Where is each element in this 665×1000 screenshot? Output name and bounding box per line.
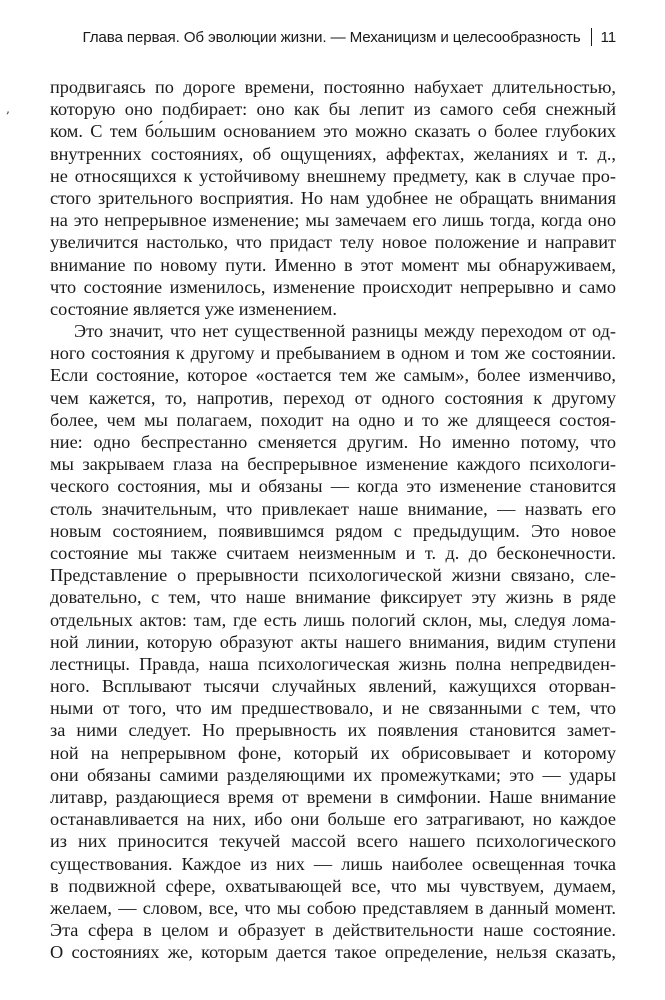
text-line: Если состояние, которое «остается тем же самым», более изменчиво, [50, 365, 616, 386]
text-line: Эта сфера в целом и образует в действительности наше состояние. [50, 920, 616, 941]
text-line: литавр, раздающиеся время от времени в симфонии. Наше внимание [50, 787, 616, 807]
text-line: стого зрительного восприятия. Но нам удобнее не обращать внимания [50, 187, 616, 208]
text-line: Это значит, что нет существенной разницы между переходом от од- [74, 321, 616, 342]
text-line: увеличится настолько, что придаст телу новое положение и направит [50, 232, 616, 253]
text-line: продвигаясь по дороге времени, постоянно набухает длительностью, [50, 77, 616, 97]
text-line: которую оно подбирает: оно как бы лепит из самого себя снежный [50, 99, 616, 120]
body-text [50, 76, 616, 964]
text-line: довательно, с тем, что наше внимание фиксирует эту жизнь в ряде [50, 587, 616, 608]
text-line: внутренних состояниях, об ощущениях, аффектах, желаниях и т. д., [50, 143, 616, 164]
text-line: ческого состояния, мы и обязаны — когда это изменение становится [50, 476, 616, 497]
text-line: столь значительным, что привлекает наше внимание, — назвать его [50, 498, 616, 519]
text-line: ние: одно беспрестанно сменяется другим. Но именно потому, что [50, 432, 616, 452]
text-line: что состояние изменилось, изменение происходит непрерывно и само [50, 276, 616, 297]
running-head [50, 24, 616, 50]
text-line: желаем, — словом, все, что мы собою представляем в данный момент. [50, 897, 616, 918]
margin-mark: ‚ [6, 102, 10, 116]
text-line: на это непрерывное изменение; мы замечаем его лишь тогда, когда оно [50, 210, 616, 231]
header-separator [591, 28, 592, 46]
text-line: ной на непрерывном фоне, который их обрисовывает и которому [50, 742, 616, 763]
text-line: ного. Всплывают тысячи случайных явлений, кажущихся оторван- [50, 676, 616, 697]
text-line: чем кажется, то, напротив, переход от одного состояния к другому [50, 387, 616, 408]
text-line: за ними следует. Но прерывность их появления становится замет- [50, 720, 616, 741]
text-line: в подвижной сфере, охватывающей все, что мы чувствуем, думаем, [50, 875, 616, 896]
text-line: мы закрываем глаза на беспрерывное изменение каждого психологи- [50, 454, 616, 475]
text-line: ного состояния к другому и пребыванием в одном и том же состоянии. [50, 343, 616, 364]
text-line: более, чем мы полагаем, походит на одно и то же длящееся состоя- [50, 409, 616, 430]
page-number: 11 [600, 28, 616, 46]
text-line: не относящихся к устойчивому внешнему предмету, как в случае про- [50, 165, 616, 186]
text-line: отдельных актов: там, где есть лишь пологий склон, мы, следуя лома- [50, 609, 616, 630]
text-line: ком. С тем бо́льшим основанием это можно сказать о более глубоких [50, 121, 616, 142]
text-line: из них приносится текучей массой всего нашего психологического [50, 831, 616, 852]
text-line: О состояниях же, которым дается такое определение, нельзя сказать, [50, 942, 616, 963]
text-line: Представление о прерывности психологической жизни связано, сле- [50, 565, 616, 586]
text-line: существования. Каждое из них — лишь наиболее освещенная точка [50, 853, 616, 874]
running-title: Глава первая. Об эволюции жизни. — Механицизм и целесообразность [82, 28, 581, 46]
text-line: лестницы. Правда, наша психологическая жизнь полна непредвиден- [50, 653, 616, 674]
text-line: внимание по новому пути. Именно в этот момент мы обнаруживаем, [50, 254, 616, 275]
text-line: новым состоянием, появившимся рядом с предыдущим. Это новое [50, 520, 616, 541]
text-line: состояние является уже изменением. [50, 298, 337, 319]
text-line: состояние мы также считаем неизменным и т. д. до бесконечности. [50, 542, 616, 563]
text-line: останавливается на них, ибо они больше его затрагивают, но каждое [50, 809, 616, 830]
text-line: ной линии, которую образуют акты нашего внимания, видим ступени [50, 631, 616, 652]
text-line: ными от того, что им предшествовало, и не связанными с тем, что [50, 698, 616, 719]
text-line: они обязаны самими разделяющими их промежутками; это — удары [50, 764, 616, 785]
